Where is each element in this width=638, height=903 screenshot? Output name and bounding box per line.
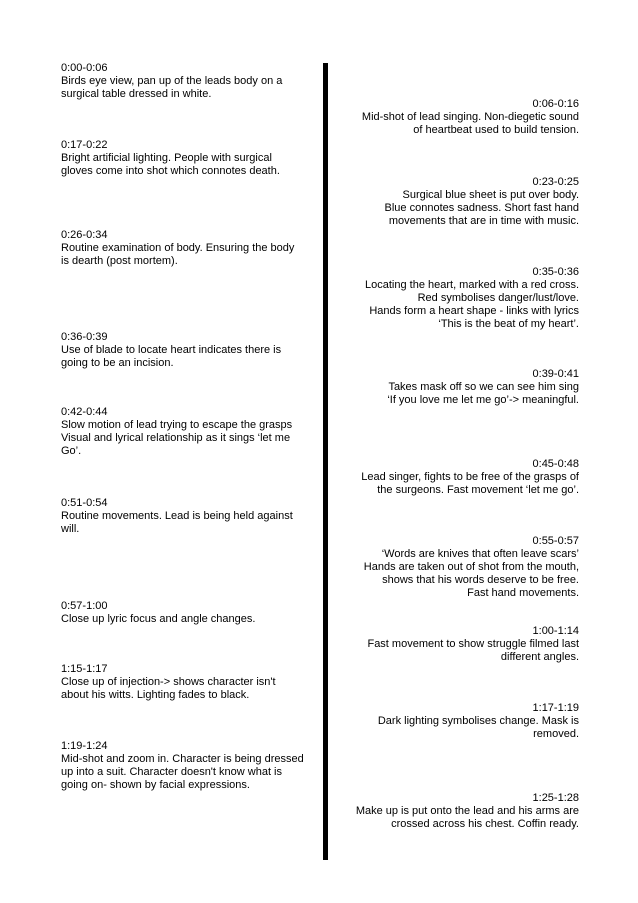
left-entry: [61, 139, 321, 178]
right-entry: [329, 625, 579, 664]
timestamp: 0:45-0:48: [532, 458, 579, 470]
description: Locating the heart, marked with a red cross. Red symbolises danger/lust/love. Hands form a heart shape - links with lyrics ‘This is the beat of my heart’.: [365, 279, 579, 330]
description: Use of blade to locate heart indicates there is going to be an incision.: [61, 344, 282, 369]
timestamp: 1:15-1:17: [61, 663, 108, 675]
description: Routine movements. Lead is being held against will.: [61, 510, 293, 535]
description: Close up lyric focus and angle changes.: [61, 613, 256, 625]
description: Make up is put onto the lead and his arms are crossed across his chest. Coffin ready.: [355, 805, 579, 830]
right-entry: [329, 98, 579, 137]
right-entry: [329, 792, 579, 831]
timestamp: 1:00-1:14: [532, 625, 579, 637]
timestamp: 0:51-0:54: [61, 497, 108, 509]
right-entry: [329, 458, 579, 497]
timestamp: 0:39-0:41: [532, 368, 579, 380]
description: Takes mask off so we can see him sing ‘If you love me let me go’-> meaningful.: [387, 381, 579, 406]
left-entry: [61, 600, 321, 626]
description: Mid-shot and zoom in. Character is being dressed up into a suit. Character doesn't know what is going on- shown by facial expressions.: [61, 753, 304, 791]
left-entry: [61, 740, 321, 792]
timestamp: 0:42-0:44: [61, 406, 108, 418]
left-entry: [61, 497, 321, 536]
right-entry: [329, 176, 579, 228]
left-entry: [61, 229, 321, 268]
timestamp: 0:06-0:16: [532, 98, 579, 110]
description: Close up of injection-> shows character isn't about his witts. Lighting fades to black.: [61, 676, 276, 701]
description: Slow motion of lead trying to escape the grasps Visual and lyrical relationship as it sings ‘let me Go’.: [61, 419, 293, 457]
left-entry: [61, 331, 321, 370]
center-divider: [323, 63, 328, 860]
right-entry: [329, 535, 579, 600]
description: Mid-shot of lead singing. Non-diegetic sound of heartbeat used to build tension.: [361, 111, 579, 136]
left-entry: [61, 406, 321, 458]
timestamp: 0:26-0:34: [61, 229, 108, 241]
timestamp: 0:36-0:39: [61, 331, 108, 343]
timestamp: 0:57-1:00: [61, 600, 108, 612]
description: Routine examination of body. Ensuring the body is dearth (post mortem).: [61, 242, 295, 267]
right-entry: [329, 368, 579, 407]
description: ‘Words are knives that often leave scars’ Hands are taken out of shot from the mouth, shows that his words deserve to be free. Fast hand movements.: [363, 548, 579, 599]
description: Surgical blue sheet is put over body. Blue connotes sadness. Short fast hand movements that are in time with music.: [384, 189, 579, 227]
timestamp: 0:55-0:57: [532, 535, 579, 547]
timestamp: 0:00-0:06: [61, 62, 108, 74]
description: Lead singer, fights to be free of the grasps of the surgeons. Fast movement ‘let me go’.: [361, 471, 579, 496]
right-entry: [329, 266, 579, 331]
description: Bright artificial lighting. People with surgical gloves come into shot which connotes death.: [61, 152, 280, 177]
left-entry: [61, 663, 321, 702]
left-entry: [61, 62, 321, 101]
timestamp: 1:17-1:19: [532, 702, 579, 714]
right-entry: [329, 702, 579, 741]
timestamp: 1:25-1:28: [532, 792, 579, 804]
timestamp: 0:17-0:22: [61, 139, 108, 151]
timestamp: 1:19-1:24: [61, 740, 108, 752]
description: Birds eye view, pan up of the leads body on a surgical table dressed in white.: [61, 75, 283, 100]
timestamp: 0:35-0:36: [532, 266, 579, 278]
timestamp: 0:23-0:25: [532, 176, 579, 188]
description: Dark lighting symbolises change. Mask is removed.: [377, 715, 579, 740]
description: Fast movement to show struggle filmed last different angles.: [367, 638, 579, 663]
